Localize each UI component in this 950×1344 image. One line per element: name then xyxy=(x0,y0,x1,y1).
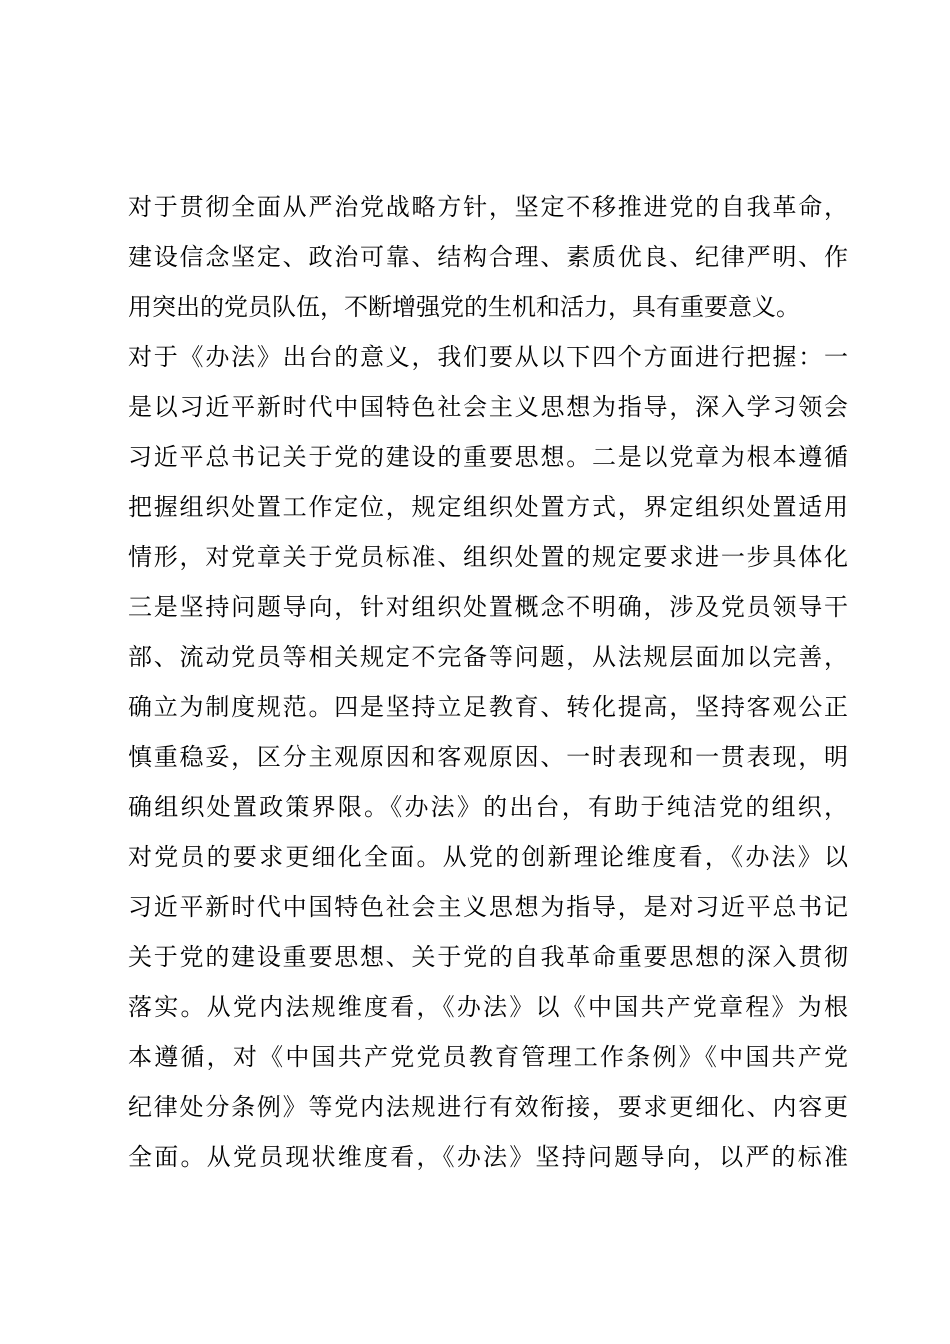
text-line: 情形，对党章关于党员标准、组织处置的规定要求进一步具体化 xyxy=(128,543,848,571)
text-line: 全面。从党员现状维度看，《办法》坚持问题导向，以严的标准 xyxy=(128,1143,848,1171)
text-line: 落实。从党内法规维度看，《办法》以《中国共产党章程》为根 xyxy=(128,993,848,1021)
text-line: 三是坚持问题导向，针对组织处置概念不明确，涉及党员领导干 xyxy=(128,593,848,621)
text-line: 把握组织处置工作定位，规定组织处置方式，界定组织处置适用 xyxy=(128,493,848,521)
text-line: 对于《办法》出台的意义，我们要从以下四个方面进行把握：一 xyxy=(128,343,848,371)
text-line: 是以习近平新时代中国特色社会主义思想为指导，深入学习领会 xyxy=(128,393,848,421)
text-line: 习近平总书记关于党的建设的重要思想。二是以党章为根本遵循 xyxy=(128,443,848,471)
text-line: 本遵循，对《中国共产党党员教育管理工作条例》《中国共产党 xyxy=(128,1043,848,1071)
text-line: 慎重稳妥，区分主观原因和客观原因、一时表现和一贯表现，明 xyxy=(128,743,848,771)
text-line: 部、流动党员等相关规定不完备等问题，从法规层面加以完善， xyxy=(128,643,848,671)
text-line: 确立为制度规范。四是坚持立足教育、转化提高，坚持客观公正 xyxy=(128,693,848,721)
text-line: 用突出的党员队伍，不断增强党的生机和活力，具有重要意义。 xyxy=(128,293,800,321)
text-line: 确组织处置政策界限。《办法》的出台，有助于纯洁党的组织， xyxy=(128,793,848,821)
text-line: 对党员的要求更细化全面。从党的创新理论维度看，《办法》以 xyxy=(128,843,848,871)
text-line: 纪律处分条例》等党内法规进行有效衔接，要求更细化、内容更 xyxy=(128,1093,848,1121)
text-line: 习近平新时代中国特色社会主义思想为指导，是对习近平总书记 xyxy=(128,893,848,921)
text-line: 关于党的建设重要思想、关于党的自我革命重要思想的深入贯彻 xyxy=(128,943,848,971)
text-line: 对于贯彻全面从严治党战略方针，坚定不移推进党的自我革命， xyxy=(128,193,848,221)
body-text xyxy=(128,182,848,1182)
text-line: 建设信念坚定、政治可靠、结构合理、素质优良、纪律严明、作 xyxy=(128,243,848,271)
